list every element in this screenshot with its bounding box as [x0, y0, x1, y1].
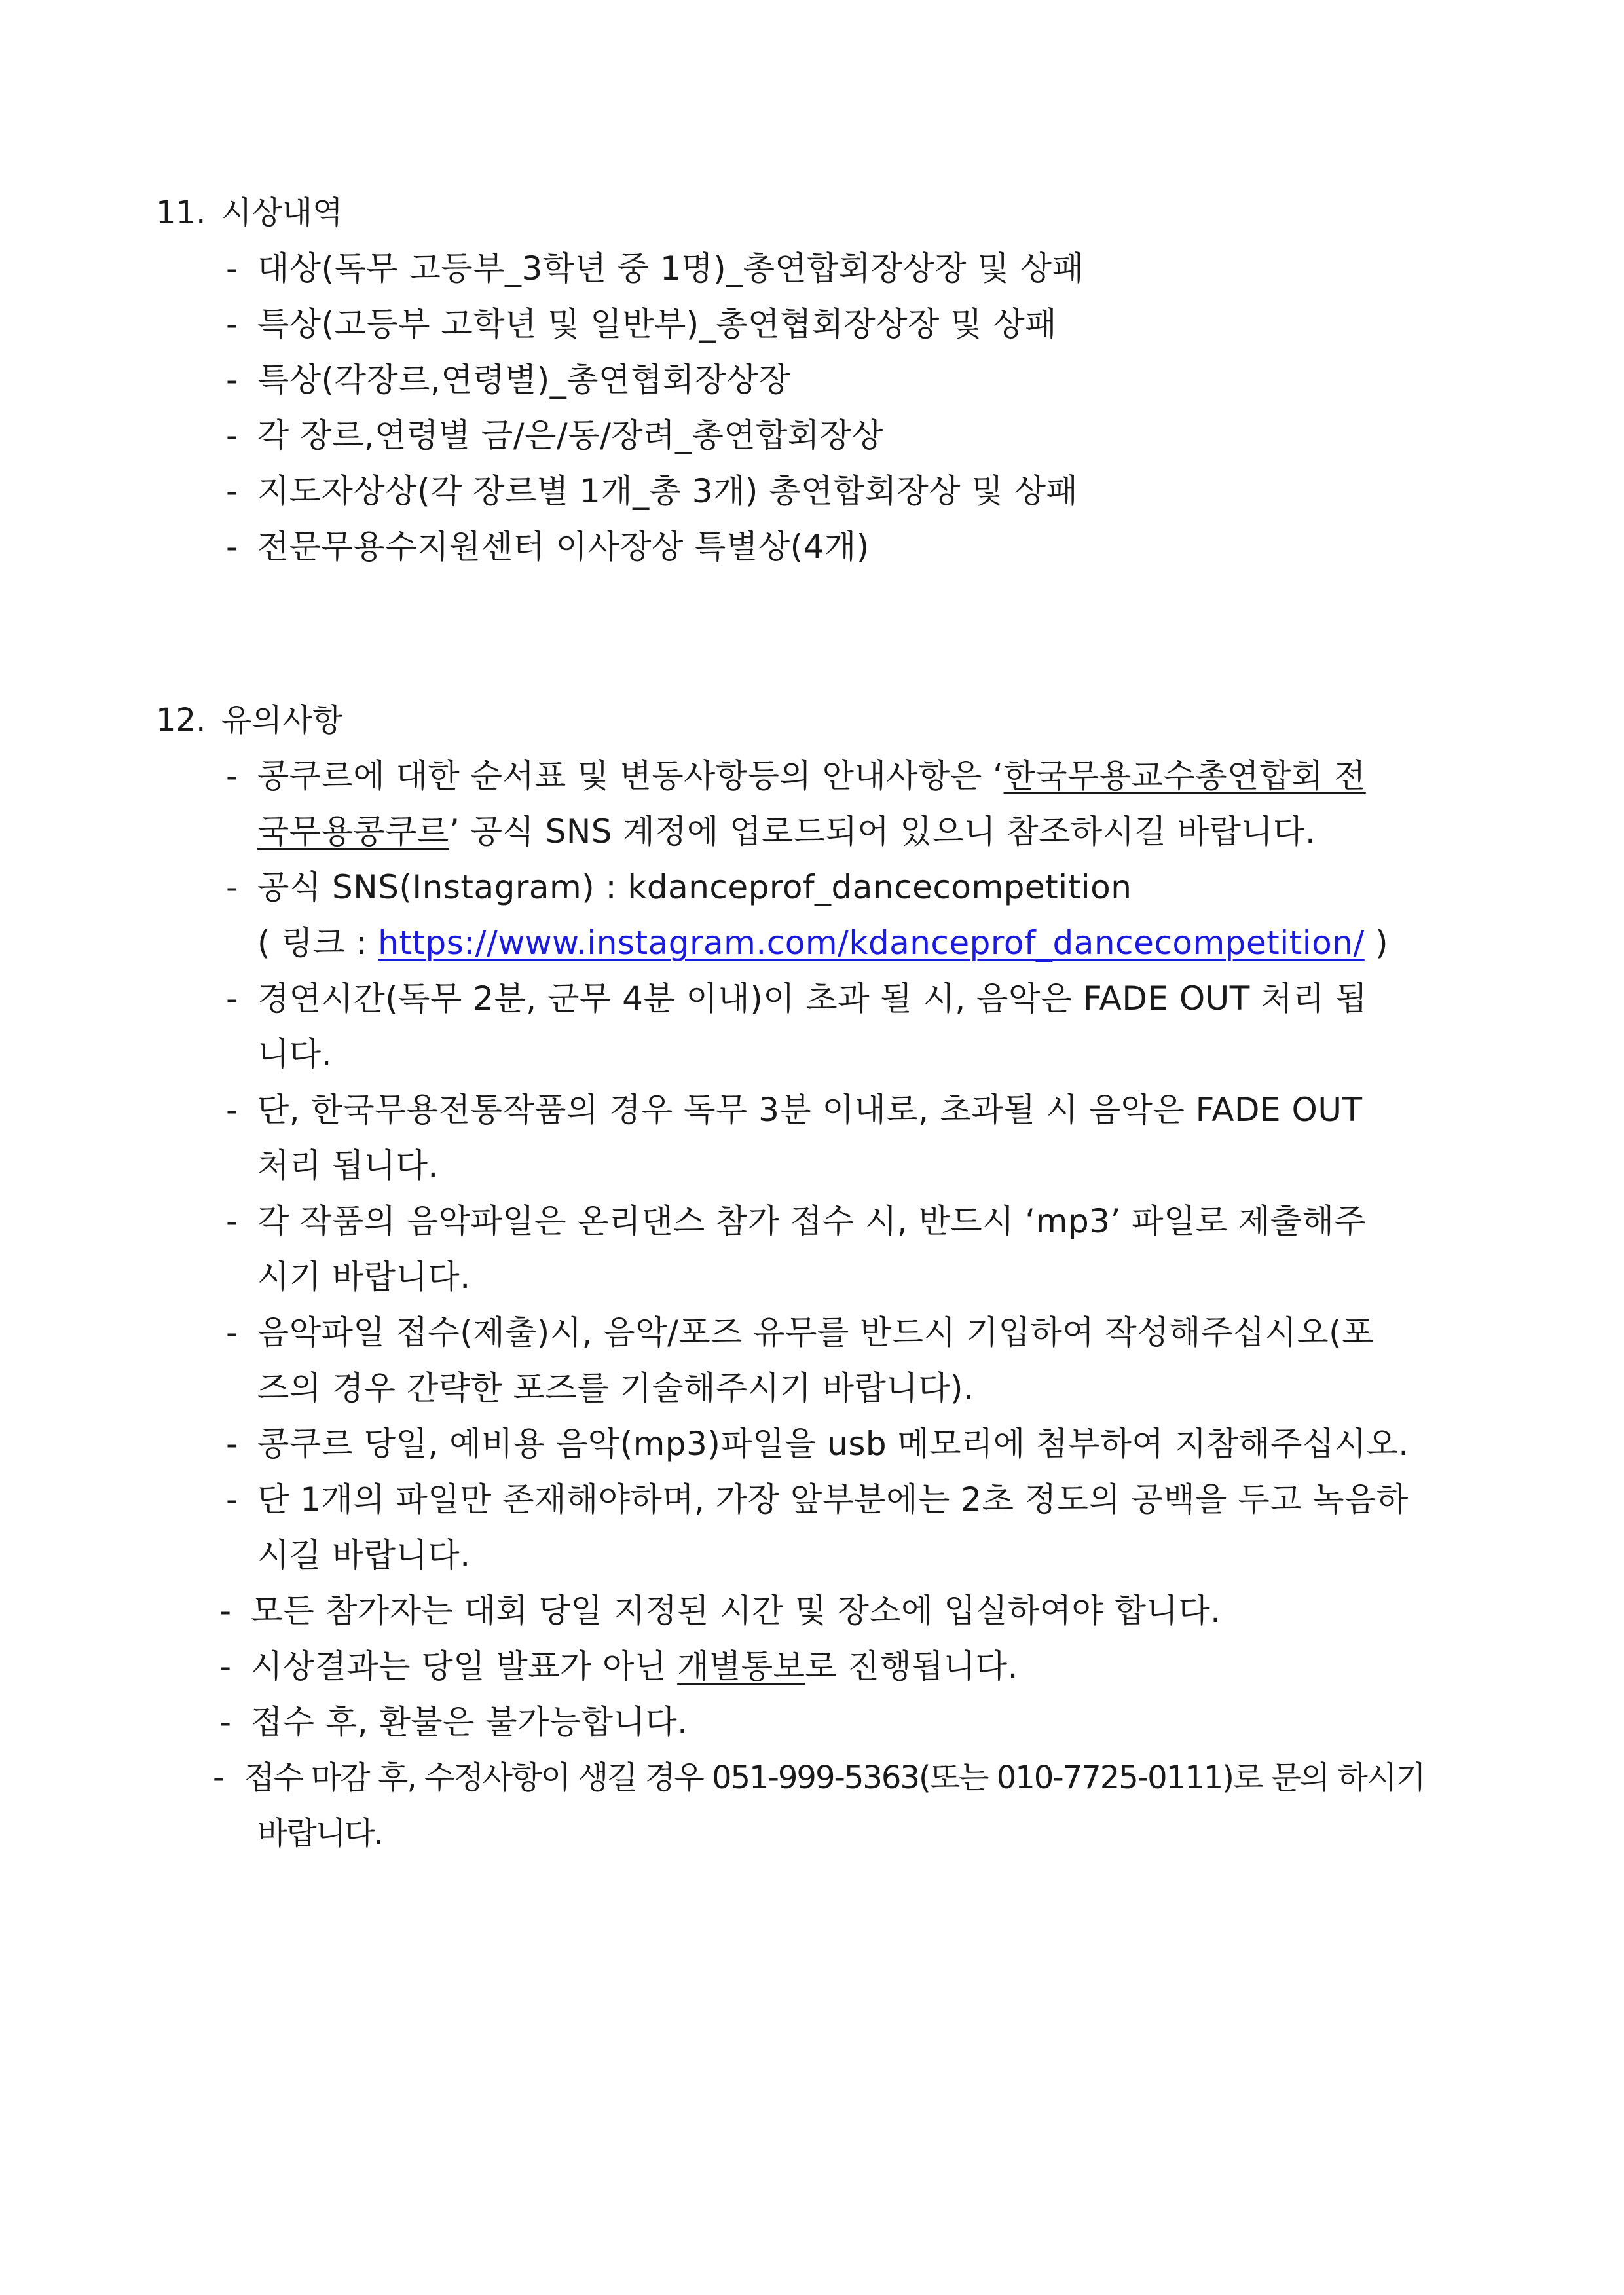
list-item: - 콩쿠르 당일, 예비용 음악(mp3)파일을 usb 메모리에 첨부하여 지참해주십시오.: [226, 1425, 1409, 1463]
section-12-title: 유의사항: [221, 702, 343, 739]
list-item: - 전문무용수지원센터 이사장상 특별상(4개): [226, 528, 870, 566]
list-item-continuation: 니다.: [257, 1035, 332, 1073]
instagram-link[interactable]: https://www.instagram.com/kdanceprof_dancecompetition/: [378, 924, 1365, 962]
list-item: - 단 1개의 파일만 존재해야하며, 가장 앞부분에는 2초 정도의 공백을 두고 녹음하: [226, 1480, 1409, 1518]
list-item: - 공식 SNS(Instagram) : kdanceprof_dancecompetition: [226, 868, 1132, 906]
list-item: - 대상(독무 고등부_3학년 중 1명)_총연합회장상장 및 상패: [226, 249, 1084, 287]
list-item-continuation: 바랍니다.: [257, 1815, 382, 1852]
list-item-continuation: 시기 바랍니다.: [257, 1258, 471, 1296]
section-12-heading: [156, 701, 342, 740]
list-item: - 각 장르,연령별 금/은/동/장려_총연합회장상: [226, 416, 884, 454]
list-item: - 경연시간(독무 2분, 군무 4분 이내)이 초과 될 시, 음악은 FADE OUT 처리 됩: [226, 980, 1368, 1018]
list-item: - 접수 마감 후, 수정사항이 생길 경우 051-999-5363(또는 010-7725-0111)로 문의 하시기: [213, 1759, 1425, 1796]
list-item-continuation: 즈의 경우 간략한 포즈를 기술해주시기 바랍니다).: [257, 1369, 974, 1407]
list-item-continuation: 처리 됩니다.: [257, 1147, 439, 1184]
list-item: - 시상결과는 당일 발표가 아닌 개별통보로 진행됩니다.: [219, 1647, 1018, 1685]
section-11-number: 11.: [156, 194, 206, 231]
underlined-text: 국무용콩쿠르: [257, 813, 449, 851]
section-11-title: 시상내역: [221, 194, 343, 231]
list-item: - 특상(각장르,연령별)_총연협회장상장: [226, 361, 790, 399]
list-item: - 각 작품의 음악파일은 온리댄스 참가 접수 시, 반드시 ‘mp3’ 파일로 제출해주: [226, 1202, 1367, 1240]
list-item: - 콩쿠르에 대한 순서표 및 변동사항등의 안내사항은 ‘한국무용교수총연합회 전: [226, 757, 1366, 795]
underlined-text: 한국무용교수총연합회 전: [1003, 757, 1366, 795]
list-item: - 모든 참가자는 대회 당일 지정된 시간 및 장소에 입실하여야 합니다.: [219, 1592, 1221, 1630]
list-item: - 특상(고등부 고학년 및 일반부)_총연협회장상장 및 상패: [226, 305, 1058, 343]
list-item: - 지도자상상(각 장르별 1개_총 3개) 총연합회장상 및 상패: [226, 472, 1079, 510]
list-item: - 접수 후, 환불은 불가능합니다.: [219, 1703, 688, 1741]
section-12-number: 12.: [156, 702, 206, 739]
list-item: - 음악파일 접수(제출)시, 음악/포즈 유무를 반드시 기입하여 작성해주십시오(포: [226, 1313, 1374, 1351]
list-item: - 단, 한국무용전통작품의 경우 독무 3분 이내로, 초과될 시 음악은 FADE OUT: [226, 1091, 1363, 1129]
list-item-continuation: 시길 바랍니다.: [257, 1536, 471, 1574]
list-item-continuation: 국무용콩쿠르’ 공식 SNS 계정에 업로드되어 있으니 참조하시길 바랍니다.: [257, 813, 1316, 851]
underlined-text: 개별통보: [677, 1647, 805, 1685]
section-11-heading: [156, 193, 342, 232]
list-item-continuation: ( 링크 : https://www.instagram.com/kdanceprof_dancecompetition/ ): [257, 924, 1389, 962]
